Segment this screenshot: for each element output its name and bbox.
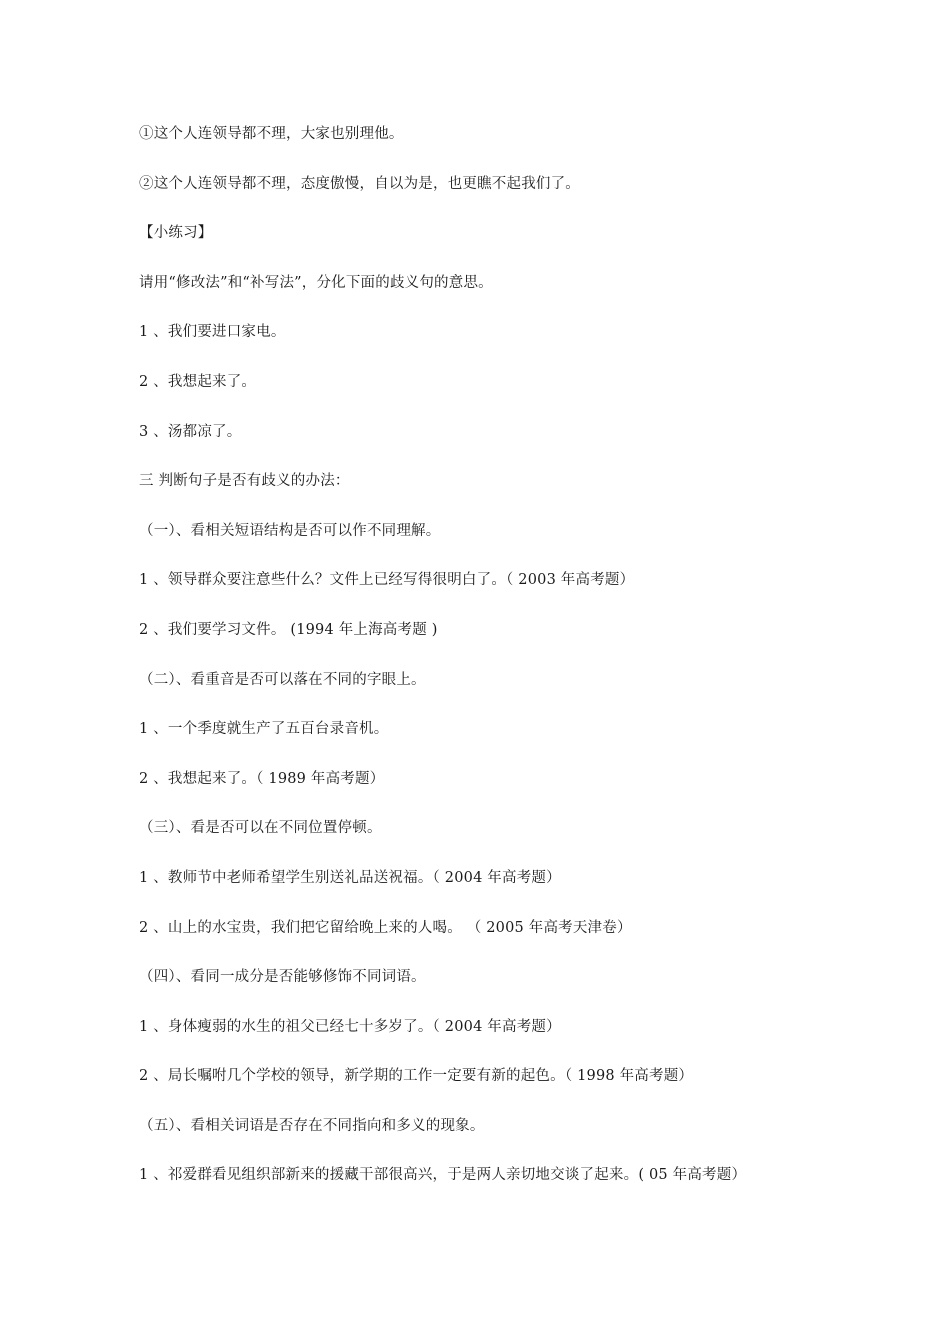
method-5-item-1: 1 、祁爱群看见组织部新来的援藏干部很高兴，于是两人亲切地交谈了起来。( 05 年高考题） (139, 1167, 747, 1184)
exercise-item-2: 2 、我想起来了。 (139, 373, 257, 390)
exercise-item-1: 1 、我们要进口家电。 (139, 324, 286, 341)
section-heading-three: 三 判断句子是否有歧义的办法： (139, 473, 350, 490)
method-heading-4: （四）、看同一成分是否能够修饰不同词语。 (139, 969, 426, 986)
exercise-heading: 【小练习】 (139, 225, 213, 242)
example-sentence-1: ①这个人连领导都不理，大家也别理他。 (139, 126, 404, 142)
method-2-item-2: 2 、我想起来了。（ 1989 年高考题） (139, 770, 385, 787)
example-sentence-2: ②这个人连领导都不理，态度傲慢，自以为是，也更瞧不起我们了。 (139, 175, 580, 192)
method-heading-3: （三）、看是否可以在不同位置停顿。 (139, 820, 382, 837)
method-4-item-2: 2 、局长嘱咐几个学校的领导，新学期的工作一定要有新的起色。（ 1998 年高考题） (139, 1068, 694, 1085)
method-3-item-1: 1 、教师节中老师希望学生别送礼品送祝福。（ 2004 年高考题） (139, 869, 561, 886)
method-3-item-2: 2 、山上的水宝贵，我们把它留给晚上来的人喝。 （ 2005 年高考天津卷） (139, 919, 632, 936)
document-body (139, 122, 839, 1213)
method-heading-5: （五）、看相关词语是否存在不同指向和多义的现象。 (139, 1117, 485, 1134)
method-1-item-2: 2 、我们要学习文件。 (1994 年上海高考题 ) (139, 621, 438, 638)
method-2-item-1: 1 、一个季度就生产了五百台录音机。 (139, 721, 389, 738)
method-heading-1: （一）、看相关短语结构是否可以作不同理解。 (139, 522, 441, 539)
method-heading-2: （二）、看重音是否可以落在不同的字眼上。 (139, 671, 426, 688)
method-1-item-1: 1 、领导群众要注意些什么？文件上已经写得很明白了。（ 2003 年高考题） (139, 572, 635, 589)
method-4-item-1: 1 、身体瘦弱的水生的祖父已经七十多岁了。（ 2004 年高考题） (139, 1018, 561, 1035)
exercise-item-3: 3 、汤都凉了。 (139, 423, 242, 440)
exercise-instruction: 请用“修改法”和“补写法”，分化下面的歧义句的意思。 (139, 274, 493, 291)
